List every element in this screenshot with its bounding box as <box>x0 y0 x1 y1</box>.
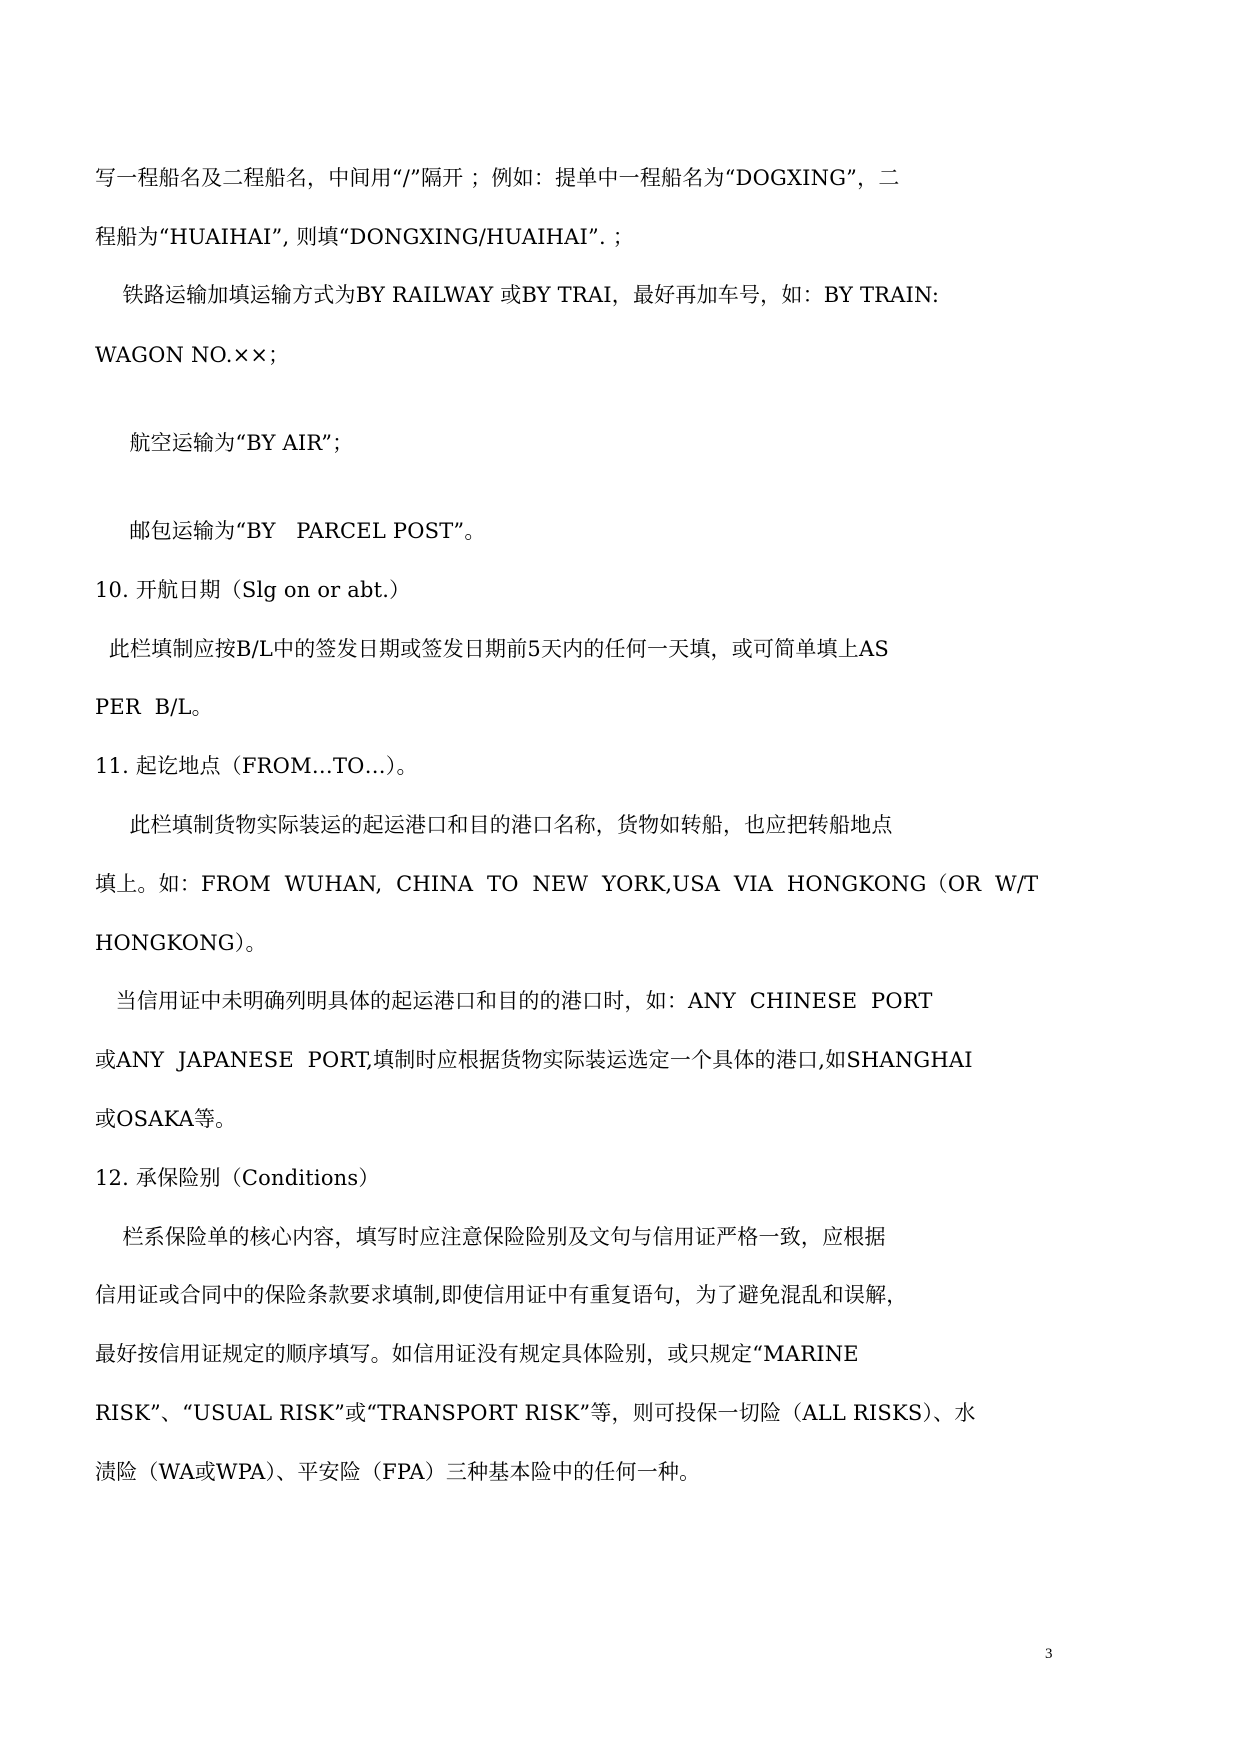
text-line: WAGON NO.××； <box>95 343 290 367</box>
text-line: 此栏填制货物实际装运的起运港口和目的港口名称，货物如转船，也应把转船地点 <box>95 813 893 837</box>
text-line: 铁路运输加填运输方式为BY RAILWAY 或BY TRAI，最好再加车号，如：BY TRAIN: <box>95 283 940 307</box>
text-line: 航空运输为“BY AIR”； <box>95 431 354 455</box>
text-line: 写一程船名及二程船名，中间用“/”隔开 ；例如：提单中一程船名为“DOGXING”，二 <box>95 166 900 190</box>
page-number: 3 <box>1045 1646 1053 1662</box>
text-line: 栏系保险单的核心内容，填写时应注意保险险别及文句与信用证严格一致，应根据 <box>95 1225 886 1249</box>
text-line: 邮包运输为“BY PARCEL POST”。 <box>95 519 486 543</box>
text-line: 渍险（WA或WPA）、平安险（FPA）三种基本险中的任何一种。 <box>95 1460 701 1484</box>
text-line: HONGKONG）。 <box>95 931 267 955</box>
text-line: 最好按信用证规定的顺序填写。如信用证没有规定具体险别，或只规定“MARINE <box>95 1342 859 1366</box>
text-line: 当信用证中未明确列明具体的起运港口和目的的港口时，如：ANY CHINESE PORT <box>95 989 933 1013</box>
text-line: 此栏填制应按B/L中的签发日期或签发日期前5天内的任何一天填，或可简单填上AS <box>95 637 889 661</box>
text-line: RISK”、“USUAL RISK”或“TRANSPORT RISK”等，则可投保一切险（ALL RISKS）、水 <box>95 1401 976 1425</box>
text-line: 或ANY JAPANESE PORT,填制时应根据货物实际装运选定一个具体的港口,如SHANGHAI <box>95 1048 973 1072</box>
section-heading: 11. 起讫地点（FROM…TO…）。 <box>95 754 418 778</box>
text-line: 填上。如：FROM WUHAN, CHINA TO NEW YORK,USA VIA HONGKONG（OR W/T <box>95 872 1039 896</box>
text-line: 或OSAKA等。 <box>95 1107 237 1131</box>
section-heading: 10. 开航日期（Slg on or abt.） <box>95 578 411 602</box>
text-line: PER B/L。 <box>95 695 213 719</box>
section-heading: 12. 承保险别（Conditions） <box>95 1166 380 1190</box>
text-line: 程船为“HUAIHAI”, 则填“DONGXING/HUAIHAI”. ； <box>95 225 634 249</box>
text-line: 信用证或合同中的保险条款要求填制,即使信用证中有重复语句，为了避免混乱和误解， <box>95 1283 908 1307</box>
